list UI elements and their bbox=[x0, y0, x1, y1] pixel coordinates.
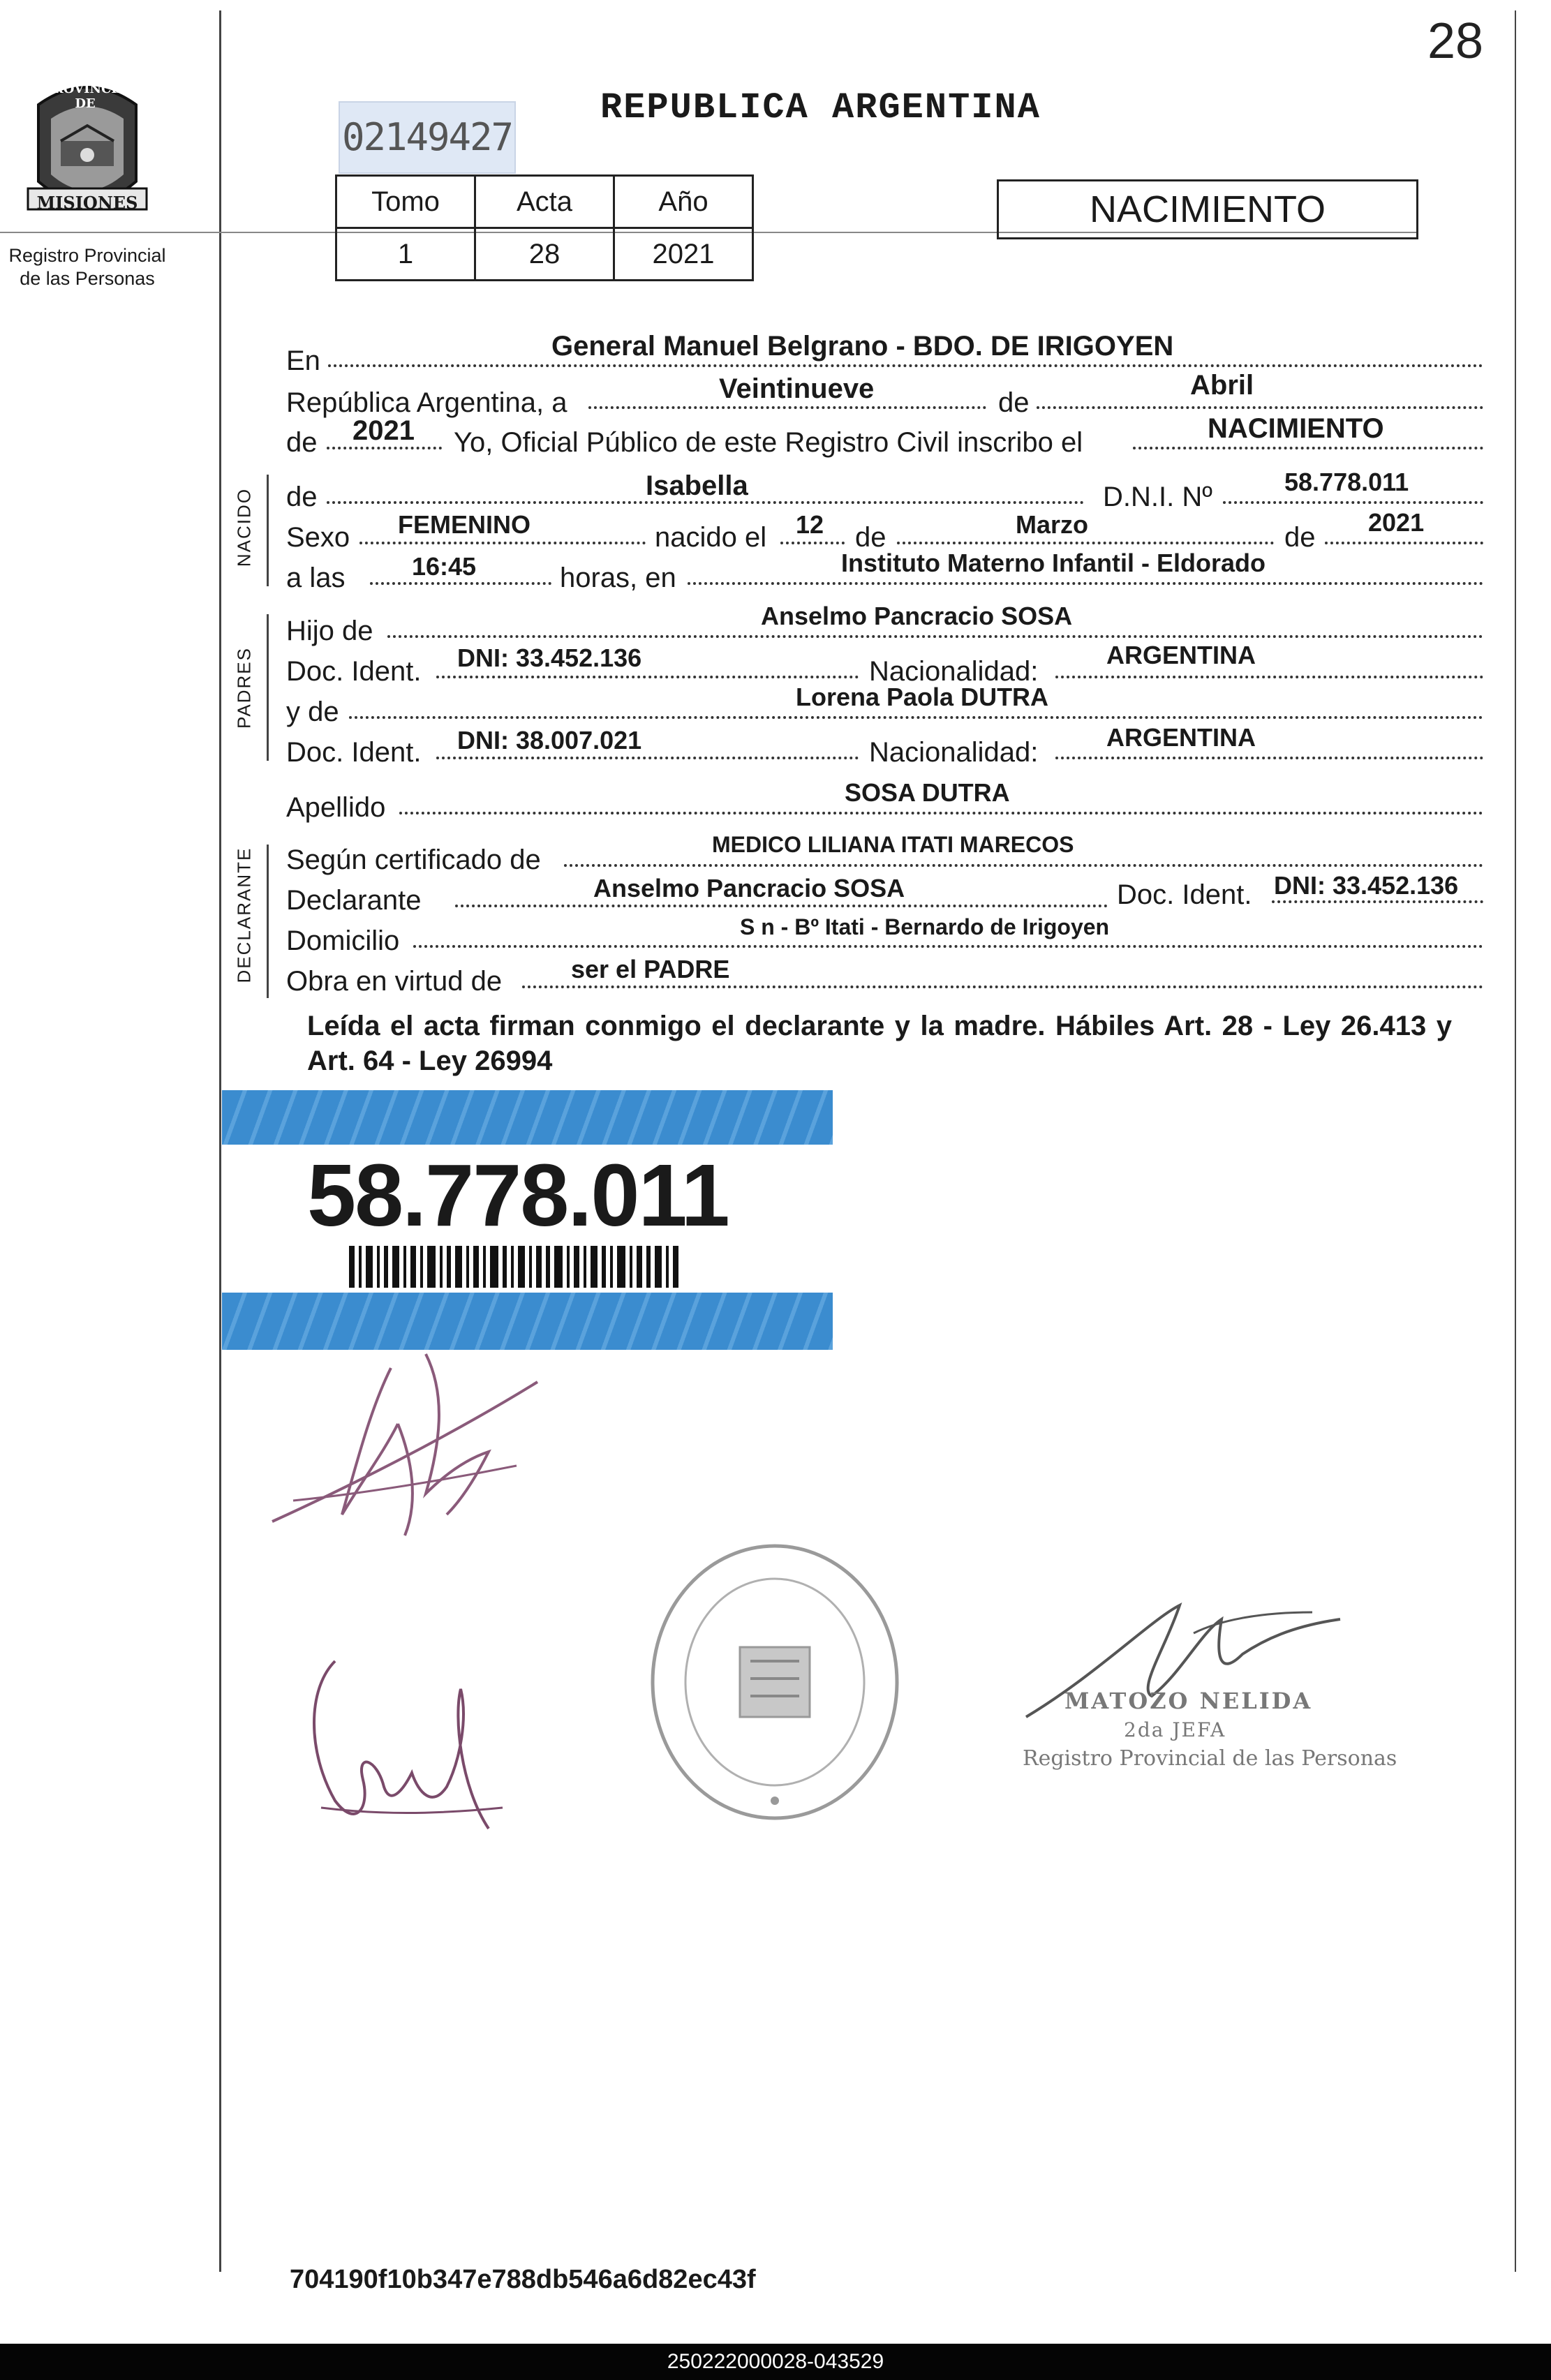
value-tipo: NACIMIENTO bbox=[1208, 413, 1384, 444]
sticker-band-top bbox=[222, 1090, 833, 1145]
value-dni: 58.778.011 bbox=[1284, 468, 1409, 496]
dots-nac-padre bbox=[1055, 676, 1483, 678]
section-label-nacido: NACIDO bbox=[233, 487, 255, 567]
stamp-number: 02149427 bbox=[339, 101, 516, 174]
tomo-acta-anio-table bbox=[335, 174, 754, 281]
label-hijo-de: Hijo de bbox=[286, 616, 373, 646]
value-obra: ser el PADRE bbox=[571, 955, 730, 983]
footer-code: 250222000028-043529 bbox=[0, 2344, 1551, 2380]
dots-doc-padre bbox=[436, 676, 859, 678]
dots-doc-declarante bbox=[1272, 900, 1483, 903]
dots-nac-madre bbox=[1055, 757, 1483, 759]
value-anio-nac: 2021 bbox=[1368, 508, 1425, 537]
value-madre: Lorena Paola DUTRA bbox=[796, 683, 1049, 711]
section-label-padres: PADRES bbox=[233, 647, 255, 729]
label-declarante: Declarante bbox=[286, 885, 422, 916]
tomo-header: Tomo bbox=[336, 176, 475, 228]
value-mes-nac: Marzo bbox=[1016, 510, 1089, 539]
dots-anio bbox=[327, 447, 442, 449]
dots-mes bbox=[1037, 406, 1483, 409]
label-nac-madre: Nacionalidad: bbox=[869, 737, 1039, 768]
official-role: 2da JEFA bbox=[1124, 1718, 1226, 1741]
registry-label-line1: Registro Provincial bbox=[8, 245, 166, 266]
dots-apellido bbox=[399, 812, 1483, 815]
label-de-mes: de bbox=[998, 387, 1030, 418]
value-lugar: General Manuel Belgrano - BDO. DE IRIGOYEN bbox=[551, 331, 1174, 362]
tomo-value: 1 bbox=[336, 228, 475, 281]
label-sexo: Sexo bbox=[286, 522, 350, 553]
value-dia-nac: 12 bbox=[796, 510, 824, 539]
declarante-bracket bbox=[267, 845, 269, 998]
dots-domicilio bbox=[413, 945, 1483, 948]
mother-signature bbox=[293, 1647, 517, 1850]
dots-dia-nac bbox=[780, 542, 845, 544]
value-sexo: FEMENINO bbox=[398, 510, 531, 539]
registry-label-line2: de las Personas bbox=[20, 268, 155, 289]
dots-madre bbox=[349, 716, 1483, 719]
label-horas-en: horas, en bbox=[560, 563, 676, 593]
value-nombre: Isabella bbox=[646, 470, 748, 501]
value-hora: 16:45 bbox=[412, 552, 477, 581]
value-lugar-nac: Instituto Materno Infantil - Eldorado bbox=[841, 549, 1266, 577]
label-obra: Obra en virtud de bbox=[286, 966, 503, 997]
label-a-las: a las bbox=[286, 563, 346, 593]
dots-dia bbox=[588, 406, 986, 409]
dots-mes-nac bbox=[897, 542, 1274, 544]
dots-padre bbox=[387, 635, 1483, 638]
dots-hora bbox=[370, 582, 551, 585]
value-anio-inscripcion: 2021 bbox=[352, 415, 415, 446]
registry-label bbox=[0, 244, 175, 290]
dots-doc-madre bbox=[436, 757, 859, 759]
nacido-bracket bbox=[267, 475, 269, 586]
label-de-anio: de bbox=[286, 427, 318, 458]
label-de-mes-nac: de bbox=[855, 522, 886, 553]
dots-en bbox=[328, 364, 1483, 367]
seal-text-bottom: MISIONES bbox=[36, 193, 138, 213]
official-name: MATOZO NELIDA bbox=[1064, 1688, 1313, 1714]
value-madre-nac: ARGENTINA bbox=[1106, 723, 1256, 752]
value-padre-doc: DNI: 33.452.136 bbox=[457, 644, 642, 672]
value-madre-doc: DNI: 38.007.021 bbox=[457, 726, 642, 754]
dots-anio-nac bbox=[1325, 542, 1483, 544]
value-domicilio: S n - Bº Itati - Bernardo de Irigoyen bbox=[740, 914, 1110, 939]
label-doc-madre: Doc. Ident. bbox=[286, 737, 422, 768]
anio-value: 2021 bbox=[614, 228, 753, 281]
padres-bracket bbox=[267, 614, 269, 761]
value-declarante-doc: DNI: 33.452.136 bbox=[1274, 871, 1459, 900]
label-republica: República Argentina, a bbox=[286, 387, 567, 418]
value-mes-inscripcion: Abril bbox=[1190, 370, 1254, 401]
left-margin-line bbox=[219, 10, 221, 2272]
label-nacido-el: nacido el bbox=[655, 522, 767, 553]
value-padre-nac: ARGENTINA bbox=[1106, 641, 1256, 669]
right-margin-line bbox=[1515, 10, 1516, 2272]
label-en: En bbox=[286, 345, 320, 376]
dots-sexo bbox=[359, 542, 646, 544]
dots-tipo bbox=[1133, 447, 1483, 449]
value-apellido: SOSA DUTRA bbox=[845, 778, 1010, 807]
label-nombre: de bbox=[286, 482, 318, 512]
record-type-box: NACIMIENTO bbox=[997, 179, 1418, 239]
dots-declarante bbox=[455, 905, 1108, 907]
dots-obra bbox=[522, 986, 1483, 988]
document-hash: 704190f10b347e788db546a6d82ec43f bbox=[290, 2265, 756, 2294]
label-domicilio: Domicilio bbox=[286, 925, 400, 956]
value-dia-letras: Veintinueve bbox=[719, 373, 875, 404]
label-de-anio-nac: de bbox=[1284, 522, 1316, 553]
section-label-declarante: DECLARANTE bbox=[233, 847, 255, 983]
label-doc-padre: Doc. Ident. bbox=[286, 656, 422, 687]
label-nac-padre: Nacionalidad: bbox=[869, 656, 1039, 687]
dots-dni bbox=[1223, 501, 1483, 504]
label-y-de: y de bbox=[286, 697, 339, 727]
dots-certificado bbox=[564, 864, 1483, 867]
label-apellido: Apellido bbox=[286, 792, 386, 823]
label-dni: D.N.I. Nº bbox=[1103, 482, 1212, 512]
legal-note: Leída el acta firman conmigo el declarante y la madre. Hábiles Art. 28 - Ley 26.413 y Art. 64 - Ley 26994 bbox=[307, 1011, 1452, 1076]
value-padre: Anselmo Pancracio SOSA bbox=[761, 602, 1073, 630]
declarant-signature bbox=[265, 1340, 558, 1563]
label-segun-certificado: Según certificado de bbox=[286, 845, 541, 875]
value-declarante: Anselmo Pancracio SOSA bbox=[593, 874, 905, 902]
barcode-icon bbox=[349, 1246, 684, 1288]
acta-value: 28 bbox=[475, 228, 614, 281]
seal-text-top: PROVINCIA DE bbox=[43, 82, 127, 111]
dni-sticker-number: 58.778.011 bbox=[307, 1146, 729, 1244]
dots-lugar-nac bbox=[688, 582, 1483, 585]
value-certificado: MEDICO LILIANA ITATI MARECOS bbox=[712, 832, 1074, 857]
page-number: 28 bbox=[1427, 13, 1484, 69]
label-yo-oficial: Yo, Oficial Público de este Registro Civil inscribo el bbox=[454, 427, 1083, 458]
acta-header: Acta bbox=[475, 176, 614, 228]
page-title: REPUBLICA ARGENTINA bbox=[600, 87, 1041, 128]
anio-header: Año bbox=[614, 176, 753, 228]
label-doc-declarante: Doc. Ident. bbox=[1117, 879, 1252, 910]
registry-round-stamp bbox=[646, 1539, 904, 1825]
official-office: Registro Provincial de las Personas bbox=[1023, 1746, 1397, 1771]
